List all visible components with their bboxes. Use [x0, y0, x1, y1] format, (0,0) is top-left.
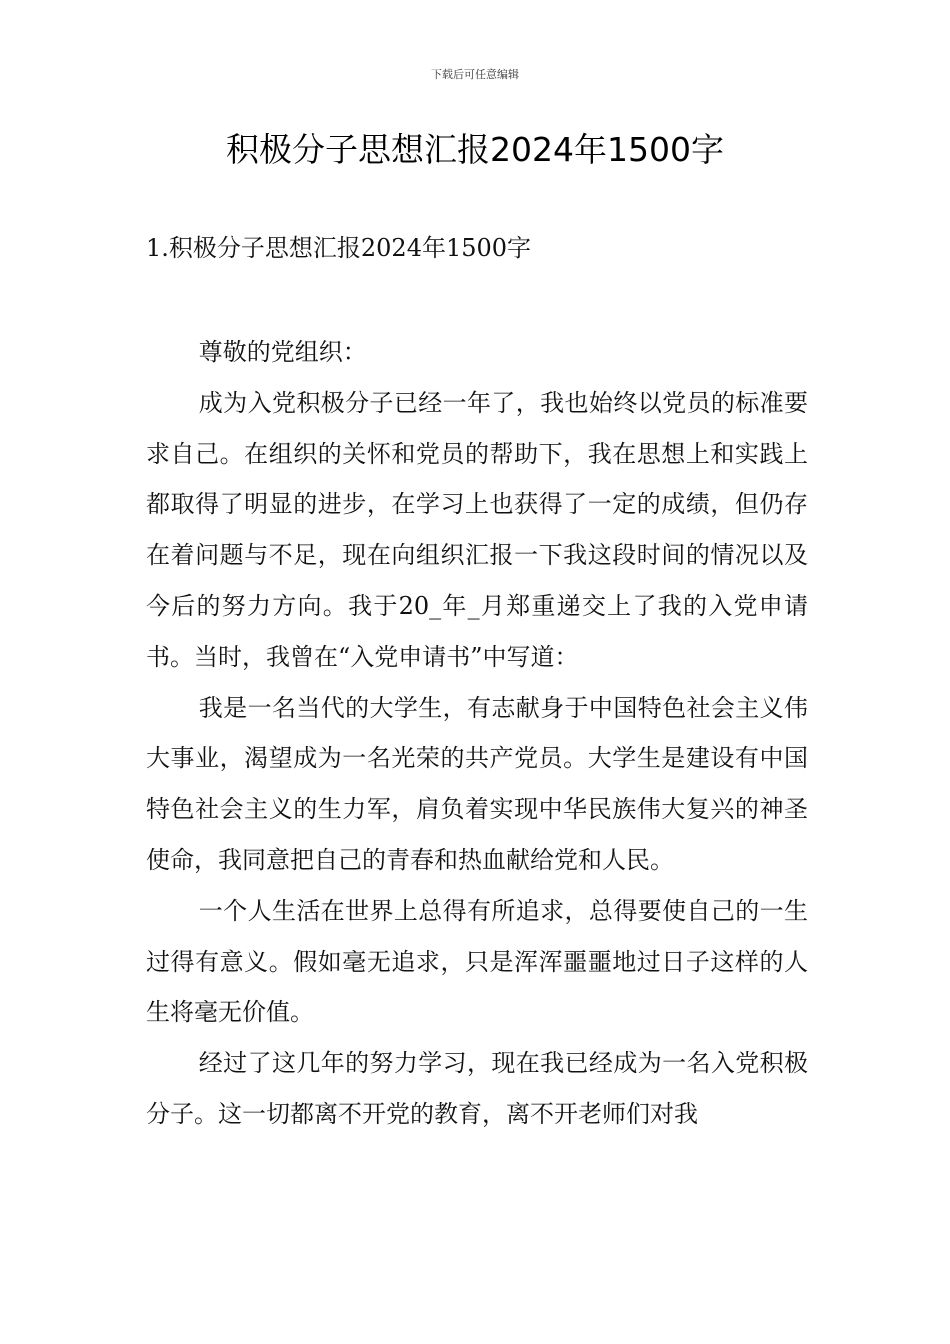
- section-heading: 1.积极分子思想汇报2024年1500字: [146, 234, 532, 262]
- header-note: 下载后可任意编辑: [431, 68, 519, 81]
- salutation: 尊敬的党组织：: [198, 338, 367, 366]
- paragraph: 一个人生活在世界上总得有所追求，总得要使自己的一生过得有意义。假如毫无追求，只是浑浑噩噩地过日子这样的人生将毫无价值。: [146, 896, 808, 1027]
- document-title: 积极分子思想汇报2024年1500字: [226, 130, 724, 169]
- paragraph: 成为入党积极分子已经一年了，我也始终以党员的标准要求自己。在组织的关怀和党员的帮助下，我在思想上和实践上都取得了明显的进步，在学习上也获得了一定的成绩，但仍存在着问题与不足，现在向组织汇报一下我这段时间的情况以及今后的努力方向。我于20_年_月郑重递交上了我的入党申请书。当时，我曾在“入党申请书”中写道：: [146, 388, 808, 671]
- document-body: [146, 327, 808, 1140]
- paragraph: 经过了这几年的努力学习，现在我已经成为一名入党积极分子。这一切都离不开党的教育，离不开老师们对我: [146, 1049, 808, 1128]
- paragraph: 我是一名当代的大学生，有志献身于中国特色社会主义伟大事业，渴望成为一名光荣的共产党员。大学生是建设有中国特色社会主义的生力军，肩负着实现中华民族伟大复兴的神圣使命，我同意把自己的青春和热血献给党和人民。: [146, 693, 808, 874]
